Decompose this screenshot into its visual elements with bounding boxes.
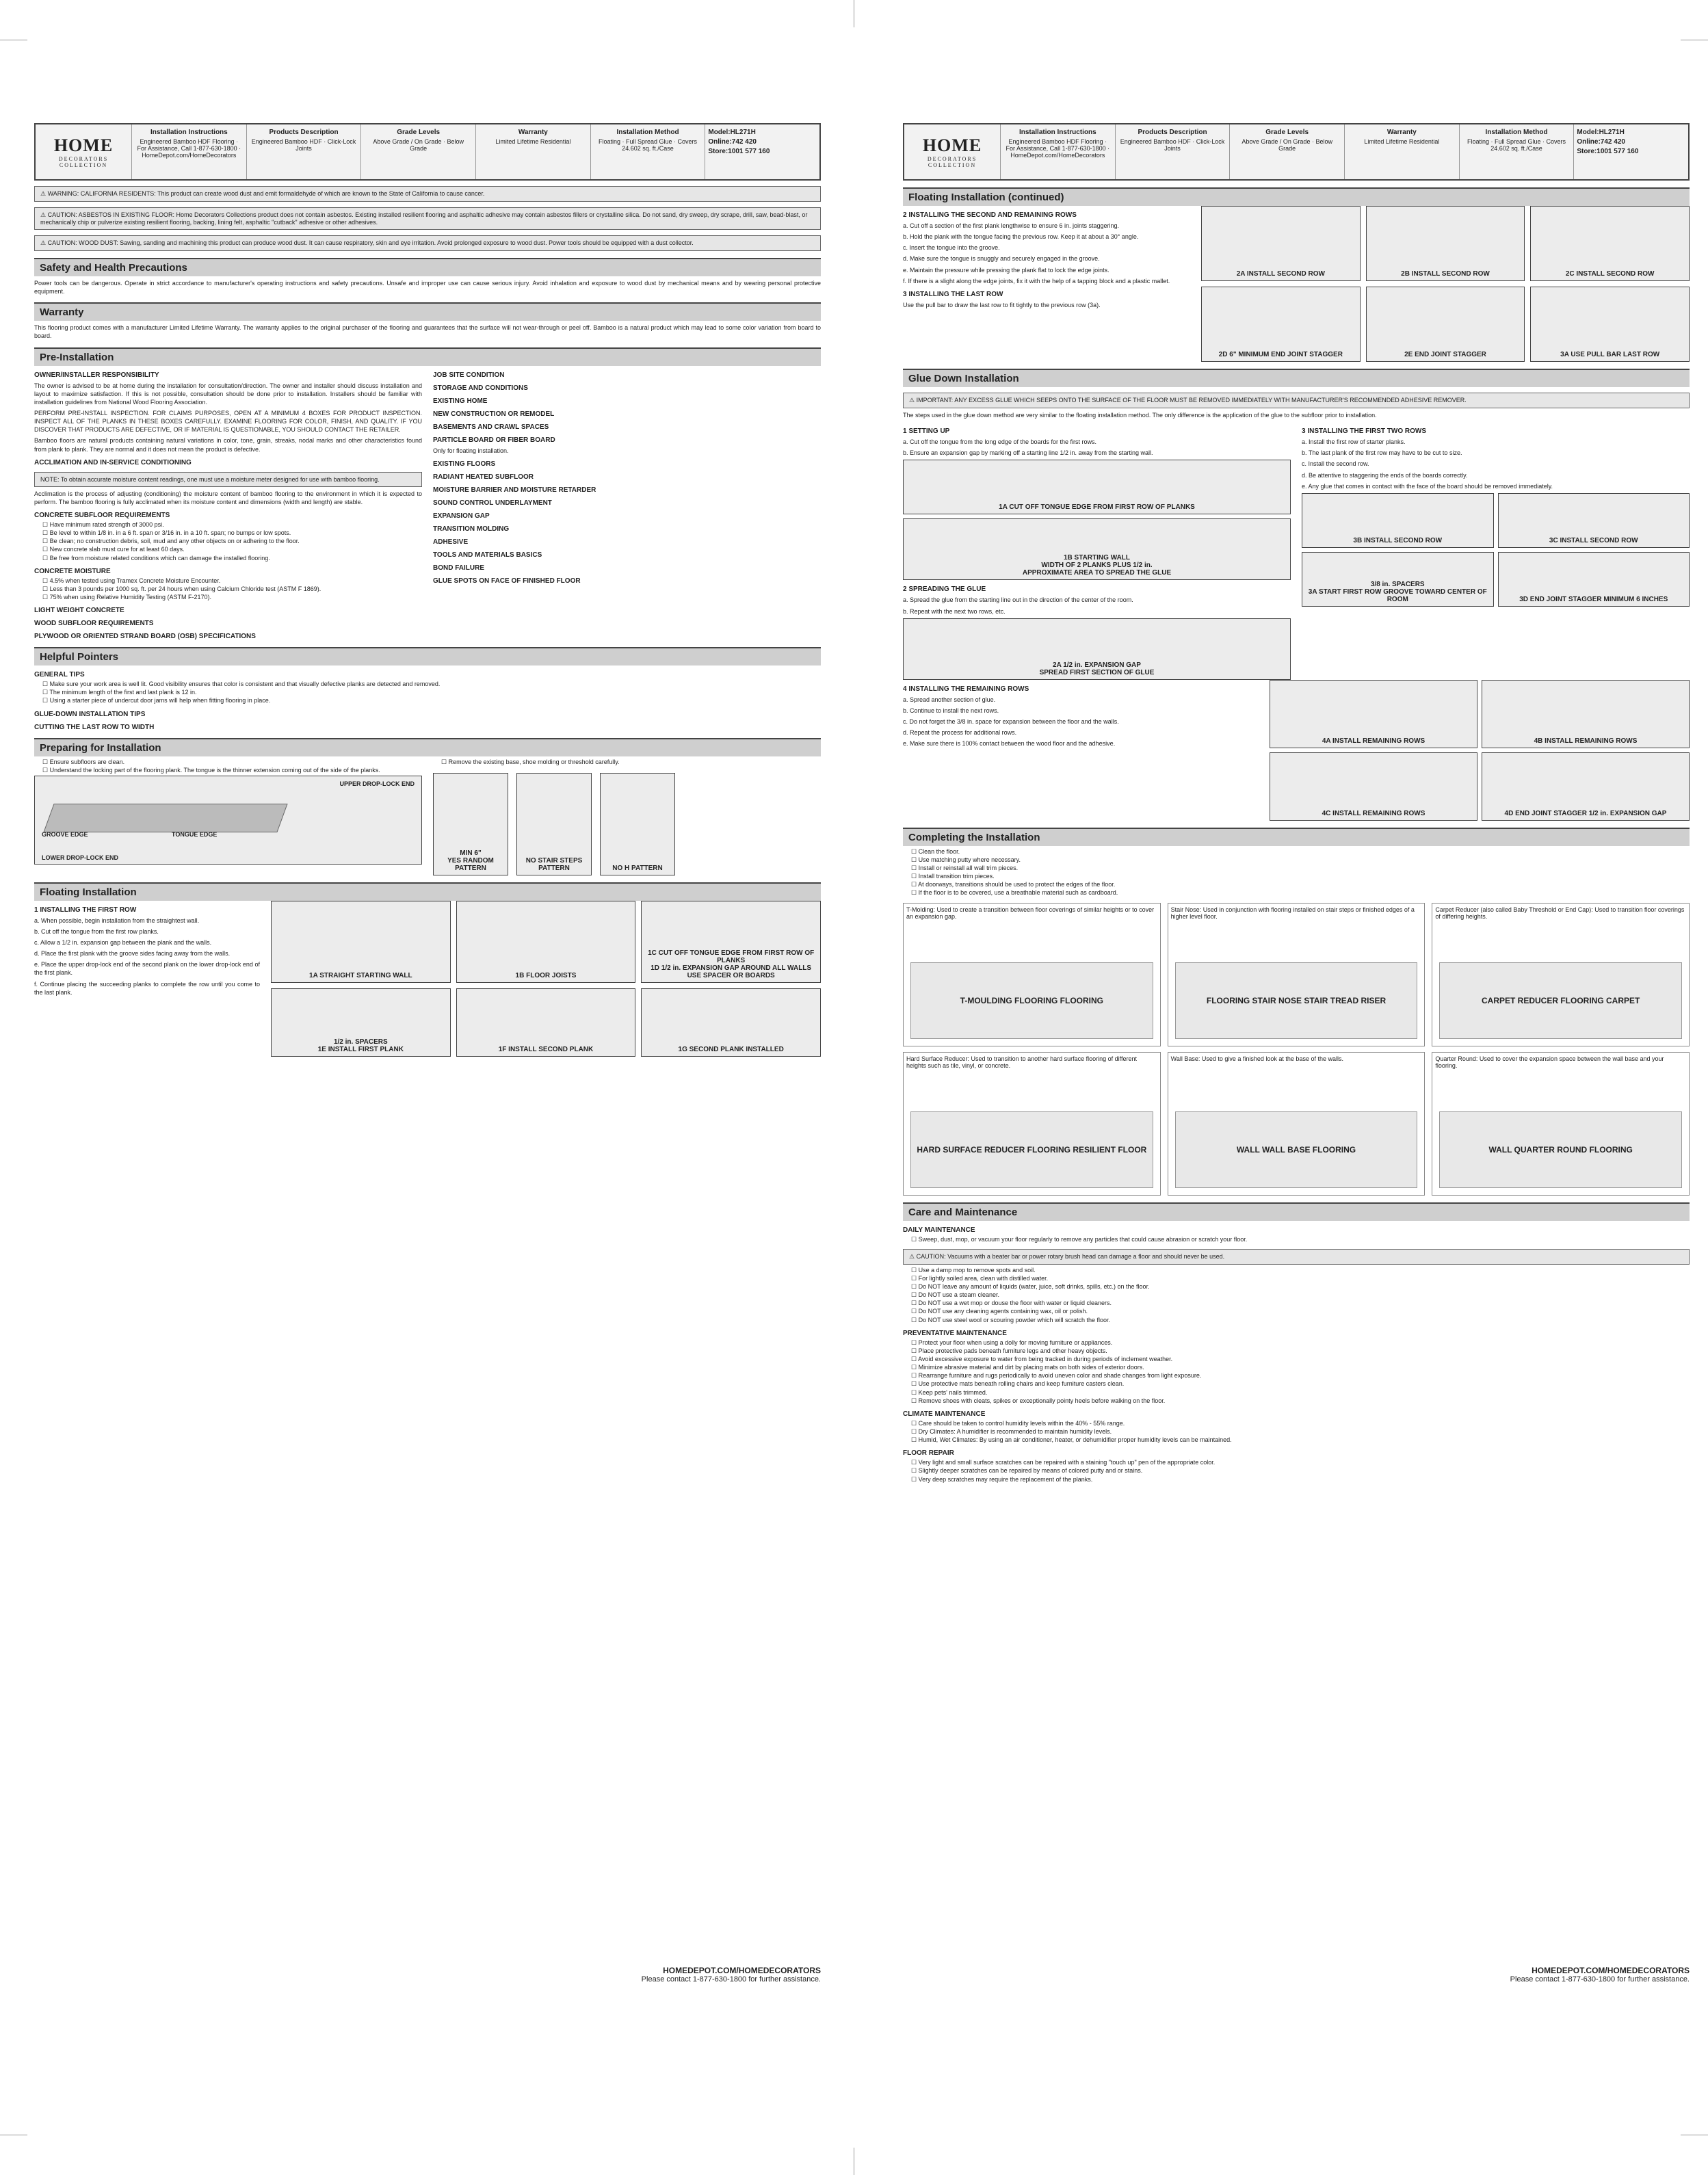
carpet-reducer-art: CARPET REDUCER FLOORING CARPET: [1439, 962, 1682, 1039]
particle-text: Only for floating installation.: [433, 447, 509, 454]
glue-right: [1302, 422, 1690, 680]
preventative-heading: PREVENTATIVE MAINTENANCE: [903, 1329, 1007, 1337]
fig-g4a: 4A INSTALL REMAINING ROWS: [1270, 680, 1477, 748]
hard-surface-box: Hard Surface Reducer: Used to transition to another hard surface flooring of different heights such as tile, vinyl, or concrete. HARD SURFACE REDUCER FLOORING RESILIENT FLOOR: [903, 1052, 1161, 1196]
install-cell: Installation Instructions Engineered Bamboo HDF Flooring · For Assistance, Call 1-877-630-1800 · HomeDepot.com/HomeDecorators: [1001, 124, 1116, 179]
fig-g4c: 4C INSTALL REMAINING ROWS: [1270, 752, 1477, 821]
list-item: ☐ If the floor is to be covered, use a breathable material such as cardboard.: [911, 888, 1690, 897]
list-item: ☐ Using a starter piece of undercut door jams will help when fitting flooring in place.: [42, 696, 821, 704]
caution-asbestos: ⚠ CAUTION: ASBESTOS IN EXISTING FLOOR: Home Decorators Collections product does not contain asbestos. Existing installed resilient flooring and asphaltic adhesive may contain asbestos fillers or crystalline silica. Do not sand, dry sweep, dry scrape, drill, saw, bead-blast, or mechanically chip or pulverize existing resilient flooring, backing, lining felt, asphaltic "cutback" adhesive or other adhesives.: [34, 207, 821, 230]
hard-surface-art: HARD SURFACE REDUCER FLOORING RESILIENT FLOOR: [910, 1111, 1153, 1188]
step-item: c. Allow a 1/2 in. expansion gap between the plank and the walls.: [34, 938, 212, 946]
list-item: ☐ New concrete slab must cure for at least 60 days.: [42, 545, 422, 553]
list-item: ☐ Do NOT use a wet mop or douse the floor with water or liquid cleaners.: [911, 1299, 1690, 1307]
list-item: ☐ Do NOT leave any amount of liquids (water, juice, soft drinks, spills, etc.) on the floor.: [911, 1282, 1690, 1291]
step-item: b. The last plank of the first row may have to be cut to size.: [1302, 449, 1462, 457]
subfloor-heading: CONCRETE SUBFLOOR REQUIREMENTS: [34, 511, 170, 519]
g4-text: [903, 680, 1259, 821]
model-cell: Model:HL271H Online:742 420 Store:1001 577 160: [1577, 129, 1639, 155]
method-cell: Installation Method Floating · Full Spread Glue · Covers 24.602 sq. ft./Case: [591, 124, 706, 179]
step1-figures: [271, 901, 821, 1057]
warning-california: ⚠ WARNING: CALIFORNIA RESIDENTS: This product can create wood dust and emit formaldehyde of which are known to the State of California to cause cancer.: [34, 186, 821, 202]
list-item: ☐ Place protective pads beneath furniture legs and other heavy objects.: [911, 1347, 1690, 1355]
list-item: ☐ Avoid excessive exposure to water from being tracked in during periods of inclement weather.: [911, 1355, 1690, 1363]
new-construction-heading: NEW CONSTRUCTION OR REMODEL: [433, 410, 555, 418]
step2-columns: [903, 206, 1690, 362]
list-item: ☐ Remove the existing base, shoe molding or threshold carefully.: [441, 758, 821, 766]
fig-label: LOWER DROP-LOCK END: [42, 854, 118, 861]
fig-2c: 2C INSTALL SECOND ROW: [1530, 206, 1690, 281]
products-cell: Products Description Engineered Bamboo HDF · Click-Lock Joints: [247, 124, 362, 179]
preinstall-left: [34, 366, 422, 641]
page-left: [34, 123, 821, 1983]
list-item: ☐ Minimize abrasive material and dirt by placing mats on both sides of exterior doors.: [911, 1363, 1690, 1371]
floating-columns: [34, 901, 821, 1057]
glue-left: [903, 422, 1291, 680]
list-item: ☐ Very deep scratches may require the replacement of the planks.: [911, 1475, 1690, 1484]
list-item: ☐ Use a damp mop to remove spots and soil.: [911, 1266, 1690, 1274]
accl-text: Acclimation is the process of adjusting (conditioning) the moisture content of bamboo flooring to the environment in which it is expected to perform. The bamboo flooring is fully acclimated when its moisture content and dimensions (width and length) are stable.: [34, 490, 422, 505]
footer-assist: Please contact 1-877-630-1800 for further assistance.: [641, 1975, 821, 1983]
fig-g2a: 2A 1/2 in. EXPANSION GAP SPREAD FIRST SECTION OF GLUE: [903, 618, 1291, 680]
step-item: a. Spread the glue from the starting line out in the direction of the center of the room.: [903, 596, 1133, 604]
list-item: ☐ Slightly deeper scratches can be repaired by means of colored putty and or stains.: [911, 1466, 1690, 1475]
section-warranty: Warranty: [34, 302, 821, 321]
step-item: a. Cut off the tongue from the long edge of the boards for the first rows.: [903, 438, 1096, 446]
list-item: ☐ Do NOT use steel wool or scouring powder which will scratch the floor.: [911, 1316, 1690, 1324]
plywood-heading: PLYWOOD OR ORIENTED STRAND BOARD (OSB) SPECIFICATIONS: [34, 633, 256, 641]
step-item: a. Spread another section of glue.: [903, 696, 996, 703]
step-item: a. Cut off a section of the first plank lengthwise to ensure 6 in. joints staggering.: [903, 222, 1120, 229]
step-item: c. Insert the tongue into the groove.: [903, 244, 1000, 252]
accl-note: NOTE: To obtain accurate moisture content readings, one must use a moisture meter designed for use with bamboo flooring.: [34, 472, 422, 487]
list-item: ☐ For lightly soiled area, clean with distilled water.: [911, 1274, 1690, 1282]
sound-heading: SOUND CONTROL UNDERLAYMENT: [433, 499, 552, 507]
list-item: ☐ Install transition trim pieces.: [911, 872, 1690, 880]
tools-heading: TOOLS AND MATERIALS BASICS: [433, 551, 542, 559]
grade-cell: Grade Levels Above Grade / On Grade · Below Grade: [1230, 124, 1345, 179]
preinstall-columns: [34, 366, 821, 641]
list-item: ☐ Protect your floor when using a dolly for moving furniture or appliances.: [911, 1339, 1690, 1347]
step-item: b. Repeat with the next two rows, etc.: [903, 607, 1006, 615]
fig-g4b: 4B INSTALL REMAINING ROWS: [1482, 680, 1690, 748]
climate-list: [903, 1419, 1690, 1444]
wood-subfloor-heading: WOOD SUBFLOOR REQUIREMENTS: [34, 620, 154, 628]
list-item: ☐ Sweep, dust, mop, or vacuum your floor regularly to remove any particles that could cause abrasion or scratch your floor.: [911, 1235, 1690, 1243]
climate-heading: CLIMATE MAINTENANCE: [903, 1410, 986, 1418]
step-item: c. Do not forget the 3/8 in. space for expansion between the floor and the walls.: [903, 717, 1119, 725]
list-item: ☐ Use protective mats beneath rolling chairs and keep furniture casters clean.: [911, 1380, 1690, 1388]
list-item: ☐ Keep pets' nails trimmed.: [911, 1388, 1690, 1397]
preparing-list-2: [433, 758, 821, 766]
section-safety: Safety and Health Precautions: [34, 258, 821, 276]
wall-base-art: WALL WALL BASE FLOORING: [1175, 1111, 1418, 1188]
step3-heading: 3 INSTALLING THE LAST ROW: [903, 290, 1003, 298]
footer-site: HOMEDEPOT.COM/HOMEDECORATORS: [663, 1966, 821, 1975]
fig-2e: 2E END JOINT STAGGER: [1366, 287, 1525, 362]
g4-figures: [1270, 680, 1690, 821]
step-item: d. Be attentive to staggering the ends of the boards correctly.: [1302, 471, 1468, 479]
fig-g1a: 1A CUT OFF TONGUE EDGE FROM FIRST ROW OF PLANKS: [903, 460, 1291, 514]
list-item: ☐ Care should be taken to control humidity levels within the 40% - 55% range.: [911, 1419, 1690, 1427]
stair-nose-art: FLOORING STAIR NOSE STAIR TREAD RISER: [1175, 962, 1418, 1039]
list-item: ☐ Very light and small surface scratches can be repaired with a staining "touch up" pen of the appropriate color.: [911, 1458, 1690, 1466]
stair-nose-box: Stair Nose: Used in conjunction with flooring installed on stair steps or finished edges of a higher level floor. FLOORING STAIR NOSE STAIR TREAD RISER: [1168, 903, 1425, 1046]
safety-text: Power tools can be dangerous. Operate in strict accordance to manufacturer's operating instructions and safety precautions. Unsafe and improper use can cause serious injury. Avoid inhalation and exposure to wood dust by mechanical means and by wearing personal protective equipment.: [34, 280, 821, 295]
page-footer: [1510, 1966, 1690, 1983]
step-item: b. Hold the plank with the tongue facing the previous row. Keep it at about a 30° angle.: [903, 233, 1139, 241]
bond-heading: BOND FAILURE: [433, 564, 484, 572]
section-glue: Glue Down Installation: [903, 369, 1690, 387]
particle-heading: PARTICLE BOARD OR FIBER BOARD: [433, 436, 555, 444]
fig-2b: 2B INSTALL SECOND ROW: [1366, 206, 1525, 281]
fig-g3d: 3D END JOINT STAGGER MINIMUM 6 INCHES: [1498, 552, 1690, 607]
list-item: ☐ Clean the floor.: [911, 847, 1690, 856]
step2-text: [903, 206, 1190, 362]
fig-1c: 1C CUT OFF TONGUE EDGE FROM FIRST ROW OF PLANKS 1D 1/2 in. EXPANSION GAP AROUND ALL WALLS USE SPACER OR BOARDS: [641, 901, 821, 983]
fig-g3b: 3B INSTALL SECOND ROW: [1302, 493, 1494, 548]
glue-tips-heading: GLUE-DOWN INSTALLATION TIPS: [34, 710, 146, 718]
warranty-cell: Warranty Limited Lifetime Residential: [476, 124, 591, 179]
moisture-list: [34, 577, 422, 601]
step-item: e. Place the upper drop-lock end of the second plank on the lower drop-lock end of the first plank.: [34, 961, 260, 977]
owner-text: The owner is advised to be at home during the installation for consultation/direction. The owner and installer should discuss installation and layout to maximize satisfaction. If this is not possible, consultation should be done prior to installation. Installers should be familiar with installation guidelines from National Wood Flooring Association.: [34, 382, 422, 406]
list-item: ☐ Have minimum rated strength of 3000 psi.: [42, 520, 422, 529]
fig-1a: 1A STRAIGHT STARTING WALL: [271, 901, 451, 983]
wall-base-box: Wall Base: Used to give a finished look at the base of the walls. WALL WALL BASE FLOORING: [1168, 1052, 1425, 1196]
daily-list: [903, 1235, 1690, 1243]
list-item: ☐ Use matching putty where necessary.: [911, 856, 1690, 864]
fig-1f: 1F INSTALL SECOND PLANK: [456, 988, 636, 1057]
accl-heading: ACCLIMATION AND IN-SERVICE CONDITIONING: [34, 458, 192, 466]
g4-heading: 4 INSTALLING THE REMAINING ROWS: [903, 685, 1029, 693]
fig-g3c: 3C INSTALL SECOND ROW: [1498, 493, 1690, 548]
fig-g3a: 3/8 in. SPACERS 3A START FIRST ROW GROOVE TOWARD CENTER OF ROOM: [1302, 552, 1494, 607]
warranty-cell: Warranty Limited Lifetime Residential: [1345, 124, 1460, 179]
step1-text: [34, 901, 260, 1057]
fig-2a: 2A INSTALL SECOND ROW: [1201, 206, 1361, 281]
warning-icon: ⚠: [909, 1252, 917, 1260]
fig-label: GROOVE EDGE: [42, 830, 88, 838]
fig-2d: 2D 6" MINIMUM END JOINT STAGGER: [1201, 287, 1361, 362]
caution-wood-dust: ⚠ CAUTION: WOOD DUST: Sawing, sanding and machining this product can produce wood dust. It can cause respiratory, skin and eye irritation. Avoid prolonged exposure to wood dust. Power tools should be equipped with a dust collector.: [34, 235, 821, 251]
general-tips-heading: GENERAL TIPS: [34, 671, 85, 679]
step-item: f. If there is a slight along the edge joints, fix it with the help of a tapping block and a plastic mallet.: [903, 277, 1170, 285]
preparing-right: [433, 756, 821, 875]
warning-icon: ⚠: [909, 397, 917, 404]
step-item: c. Install the second row.: [1302, 460, 1369, 468]
footer-assist: Please contact 1-877-630-1800 for further assistance.: [1510, 1975, 1690, 1983]
header-bar: [34, 123, 821, 181]
fig-g4d: 4D END JOINT STAGGER 1/2 in. EXPANSION GAP: [1482, 752, 1690, 821]
list-item: ☐ The minimum length of the first and last plank is 12 in.: [42, 688, 821, 696]
fig-label: TONGUE EDGE: [172, 830, 218, 838]
section-preinstall: Pre-Installation: [34, 347, 821, 366]
t-molding-art: T-MOULDING FLOORING FLOORING: [910, 962, 1153, 1039]
repair-heading: FLOOR REPAIR: [903, 1449, 954, 1458]
cutting-heading: CUTTING THE LAST ROW TO WIDTH: [34, 723, 155, 731]
barrier-heading: MOISTURE BARRIER AND MOISTURE RETARDER: [433, 486, 596, 494]
plank-figure: [34, 776, 422, 865]
pattern-figures: [433, 773, 821, 875]
existing-floors-heading: EXISTING FLOORS: [433, 460, 496, 468]
step2-figures: [1201, 206, 1690, 362]
storage-heading: STORAGE AND CONDITIONS: [433, 384, 528, 392]
step-item: b. Continue to install the next rows.: [903, 707, 999, 714]
list-item: ☐ Humid, Wet Climates: By using an air conditioner, heater, or dehumidifier proper humidity levels can be maintained.: [911, 1436, 1690, 1444]
brand-logo: HOME DECORATORS COLLECTION: [904, 124, 1001, 179]
adhesive-heading: ADHESIVE: [433, 538, 469, 546]
step-item: e. Maintain the pressure while pressing the plank flat to lock the edge joints.: [903, 266, 1109, 274]
owner-heading: OWNER/INSTALLER RESPONSIBILITY: [34, 371, 159, 379]
list-item: ☐ Be free from moisture related conditions which can damage the installed flooring.: [42, 554, 422, 562]
moisture-heading: CONCRETE MOISTURE: [34, 567, 111, 575]
molding-heading: TRANSITION MOLDING: [433, 525, 510, 533]
brand-logo: HOME DECORATORS COLLECTION: [36, 124, 132, 179]
preinstall-right: [433, 366, 821, 641]
step-item: b. Ensure an expansion gap by marking off a starting line 1/2 in. away from the starting wall.: [903, 449, 1153, 457]
list-item: ☐ Be level to within 1/8 in. in a 6 ft. span or 3/16 in. in a 10 ft. span; no bumps or low spots.: [42, 529, 422, 537]
lightweight-heading: LIGHT WEIGHT CONCRETE: [34, 607, 124, 615]
list-item: ☐ Less than 3 pounds per 1000 sq. ft. per 24 hours when using Calcium Chloride test (ASTM F 1869).: [42, 585, 422, 593]
transitions-row-2: [903, 1052, 1690, 1196]
fig-1e: 1/2 in. SPACERS 1E INSTALL FIRST PLANK: [271, 988, 451, 1057]
glue-spots-heading: GLUE SPOTS ON FACE OF FINISHED FLOOR: [433, 577, 581, 585]
fig-1g: 1G SECOND PLANK INSTALLED: [641, 988, 821, 1057]
plank-shape: [43, 804, 287, 832]
job-site-heading: JOB SITE CONDITION: [433, 371, 505, 379]
step3-text: Use the pull bar to draw the last row to fit tightly to the previous row (3a).: [903, 301, 1101, 308]
pattern-h: NO H PATTERN: [600, 773, 675, 875]
g2-heading: 2 SPREADING THE GLUE: [903, 585, 986, 594]
glue-columns: [903, 422, 1690, 680]
g4-columns: [903, 680, 1690, 821]
section-preparing: Preparing for Installation: [34, 738, 821, 756]
list-item: ☐ 4.5% when tested using Tramex Concrete Moisture Encounter.: [42, 577, 422, 585]
list-item: ☐ Dry Climates: A humidifier is recommended to maintain humidity levels.: [911, 1427, 1690, 1436]
header-bar: [903, 123, 1690, 181]
glue-important: ⚠ IMPORTANT: ANY EXCESS GLUE WHICH SEEPS ONTO THE SURFACE OF THE FLOOR MUST BE REMOVED IMMEDIATELY WITH MANUFACTURER'S RECOMMENDED ADHESIVE REMOVER.: [903, 393, 1690, 408]
list-item: ☐ Understand the locking part of the flooring plank. The tongue is the thinner extension coming out of the side of the planks.: [42, 766, 422, 774]
list-item: ☐ Rearrange furniture and rugs periodically to avoid uneven color and shade changes from light exposure.: [911, 1371, 1690, 1380]
daily-heading: DAILY MAINTENANCE: [903, 1226, 975, 1234]
step-item: f. Continue placing the succeeding planks to complete the row until you come to the last plank.: [34, 980, 260, 996]
list-item: ☐ Remove shoes with cleats, spikes or exceptionally pointy heels before walking on the floor.: [911, 1397, 1690, 1405]
transitions-row-1: [903, 903, 1690, 1046]
g3-figures: [1302, 493, 1690, 607]
general-tips-list: [34, 680, 821, 704]
inspect-text: PERFORM PRE-INSTALL INSPECTION. FOR CLAIMS PURPOSES, OPEN AT A MINIMUM 4 BOXES FOR PRODUCT INSPECTION. INSPECT ALL OF THE PLANKS IN THESE BOXES CAREFULLY. EXAMINE FLOORING FOR COLOR, FINISH, AND QUALITY. IF YOU DISCOVER THAT PRODUCTS ARE DEFECTIVE, OR IF MATERIAL IS QUESTIONABLE, YOU SHOULD CONTACT THE RETAILER.: [34, 409, 422, 434]
list-item: ☐ Install or reinstall all wall trim pieces.: [911, 864, 1690, 872]
carpet-reducer-box: Carpet Reducer (also called Baby Threshold or End Cap): Used to transition floor coverings of differing heights. CARPET REDUCER FLOORING CARPET: [1432, 903, 1690, 1046]
list-item: ☐ Do NOT use a steam cleaner.: [911, 1291, 1690, 1299]
section-completing: Completing the Installation: [903, 828, 1690, 846]
preparing-left: [34, 756, 422, 875]
step-item: a. Install the first row of starter planks.: [1302, 438, 1406, 446]
warning-icon: ⚠: [40, 190, 48, 197]
warranty-text: This flooring product comes with a manufacturer Limited Lifetime Warranty. The warranty applies to the original purchaser of the flooring and guarantees that the surface will not wear-through or peel off. Bamboo is a natural product which may lead to some color variation from board to board.: [34, 324, 821, 340]
page-right: [903, 123, 1690, 1983]
preventative-list: [903, 1339, 1690, 1405]
quarter-round-art: WALL QUARTER ROUND FLOORING: [1439, 1111, 1682, 1188]
repair-list: [903, 1458, 1690, 1483]
pattern-stair: NO STAIR STEPS PATTERN: [516, 773, 592, 875]
list-item: ☐ 75% when using Relative Humidity Testing (ASTM F-2170).: [42, 593, 422, 601]
care-list: [903, 1266, 1690, 1324]
fig-g1b: 1B STARTING WALL WIDTH OF 2 PLANKS PLUS 1/2 in. APPROXIMATE AREA TO SPREAD THE GLUE: [903, 518, 1291, 580]
preparing-list: [34, 758, 422, 774]
method-cell: Installation Method Floating · Full Spread Glue · Covers 24.602 sq. ft./Case: [1460, 124, 1575, 179]
footer-site: HOMEDEPOT.COM/HOMEDECORATORS: [1532, 1966, 1690, 1975]
step-item: e. Make sure there is 100% contact between the wood floor and the adhesive.: [903, 740, 1116, 748]
step-item: d. Repeat the process for additional rows.: [903, 729, 1017, 737]
step-item: e. Any glue that comes in contact with the face of the board should be removed immediately.: [1302, 482, 1553, 490]
step2-heading: 2 INSTALLING THE SECOND AND REMAINING ROWS: [903, 211, 1077, 219]
list-item: ☐ Be clean; no construction debris, soil, mud and any other objects on or adhering to the floor.: [42, 537, 422, 545]
list-item: ☐ Make sure your work area is well lit. Good visibility ensures that color is consistent and that visually defective planks are detected and removed.: [42, 680, 821, 688]
radiant-heading: RADIANT HEATED SUBFLOOR: [433, 473, 534, 481]
step-item: a. When possible, begin installation from the straightest wall.: [34, 917, 200, 924]
existing-home-heading: EXISTING HOME: [433, 397, 488, 405]
fig-3a: 3A USE PULL BAR LAST ROW: [1530, 287, 1690, 362]
step-item: d. Place the first plank with the groove sides facing away from the walls.: [34, 950, 231, 958]
page-footer: [642, 1966, 821, 1983]
quarter-round-box: Quarter Round: Used to cover the expansion space between the wall base and your flooring. WALL QUARTER ROUND FLOORING: [1432, 1052, 1690, 1196]
care-caution: ⚠ CAUTION: Vacuums with a beater bar or power rotary brush head can damage a floor and should never be used.: [903, 1249, 1690, 1265]
fig-1b: 1B FLOOR JOISTS: [456, 901, 636, 983]
warning-icon: ⚠: [40, 211, 48, 218]
glue-intro: The steps used in the glue down method are very similar to the floating installation method. The only difference is the application of the glue to the subfloor prior to installation.: [903, 412, 1377, 419]
products-cell: Products Description Engineered Bamboo HDF · Click-Lock Joints: [1116, 124, 1231, 179]
grade-cell: Grade Levels Above Grade / On Grade · Below Grade: [361, 124, 476, 179]
completing-list: [903, 847, 1690, 897]
preparing-columns: [34, 756, 821, 875]
list-item: ☐ At doorways, transitions should be used to protect the edges of the floor.: [911, 880, 1690, 888]
fig-label: UPPER DROP-LOCK END: [339, 780, 415, 787]
basements-heading: BASEMENTS AND CRAWL SPACES: [433, 423, 549, 431]
section-floating-cont: Floating Installation (continued): [903, 187, 1690, 206]
bamboo-text: Bamboo floors are natural products containing natural variations in color, tone, grain, streaks, nodal marks and other characteristics found from plank to plank. They are normal and it does not mean the product is defective.: [34, 437, 422, 453]
pattern-random: MIN 6" YES RANDOM PATTERN: [433, 773, 508, 875]
gap-heading: EXPANSION GAP: [433, 512, 490, 520]
step-item: d. Make sure the tongue is snuggly and securely engaged in the groove.: [903, 255, 1100, 263]
list-item: ☐ Do NOT use any cleaning agents containing wax, oil or polish.: [911, 1307, 1690, 1315]
subfloor-list: [34, 520, 422, 562]
step-item: b. Cut off the tongue from the first row planks.: [34, 927, 159, 935]
g3-heading: 3 INSTALLING THE FIRST TWO ROWS: [1302, 427, 1427, 436]
warning-icon: ⚠: [40, 239, 48, 246]
step1-heading: 1 INSTALLING THE FIRST ROW: [34, 906, 137, 914]
t-molding-box: T-Molding: Used to create a transition between floor coverings of similar heights or to cover an expansion gap. T-MOULDING FLOORING FLOORING: [903, 903, 1161, 1046]
g1-heading: 1 SETTING UP: [903, 427, 950, 436]
section-helpful: Helpful Pointers: [34, 647, 821, 665]
list-item: ☐ Ensure subfloors are clean.: [42, 758, 422, 766]
section-care: Care and Maintenance: [903, 1202, 1690, 1221]
install-cell: Installation Instructions Engineered Bamboo HDF Flooring · For Assistance, Call 1-877-630-1800 · HomeDepot.com/HomeDecorators: [132, 124, 247, 179]
section-floating: Floating Installation: [34, 882, 821, 901]
model-cell: Model:HL271H Online:742 420 Store:1001 577 160: [708, 129, 770, 155]
